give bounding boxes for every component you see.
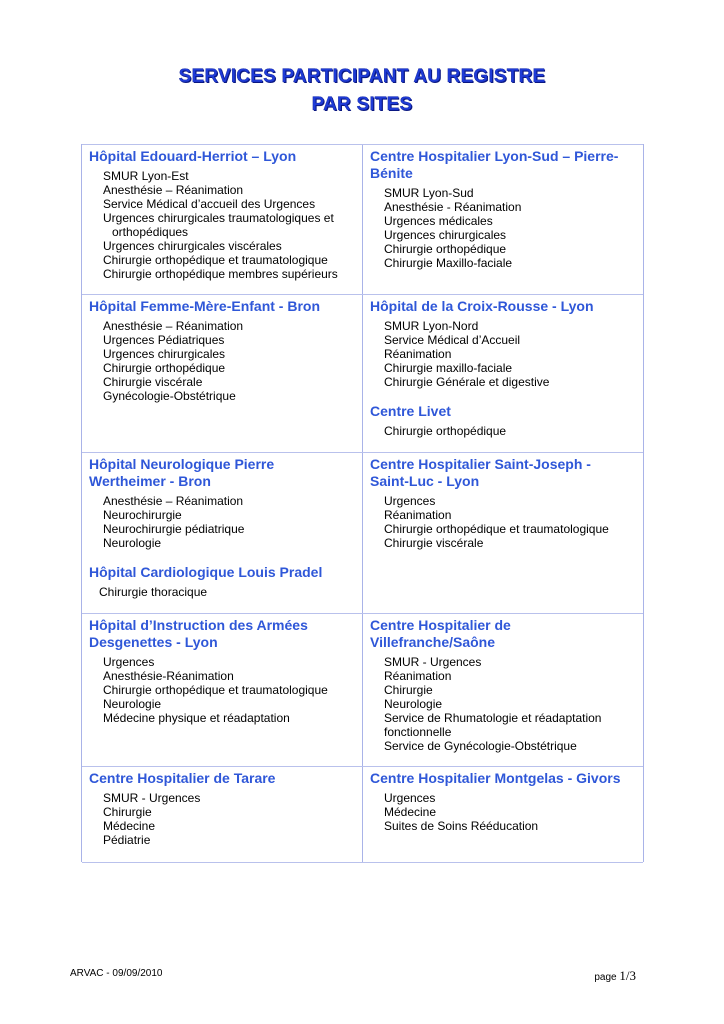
site-name-line-2: Bénite (370, 165, 413, 181)
service-item: Chirurgie Maxillo-faciale (384, 256, 513, 270)
table-row (82, 144, 643, 295)
service-item: Urgences chirurgicales viscérales (103, 239, 282, 253)
service-item: Médecine (103, 819, 156, 833)
service-item: Neurochirurgie (103, 508, 182, 522)
service-item: Chirurgie maxillo-faciale (384, 361, 513, 375)
site-block (89, 148, 356, 281)
service-list (370, 424, 637, 438)
table-cell (363, 453, 643, 614)
service-item: Chirurgie (103, 805, 152, 819)
service-item: Chirurgie viscérale (103, 375, 203, 389)
site-block (370, 617, 637, 753)
service-item: Anesthésie - Réanimation (384, 200, 522, 214)
site-block (89, 564, 356, 599)
site-name-line-1: Centre Hospitalier Saint-Joseph - (370, 456, 591, 472)
table-cell (82, 295, 363, 453)
service-item: Urgences chirurgicales (384, 228, 507, 242)
service-item: Chirurgie orthopédique (103, 361, 226, 375)
service-item: Chirurgie orthopédique (384, 242, 507, 256)
service-item: Urgences chirurgicales traumatologiques et (103, 211, 334, 225)
document-title-line-1: SERVICES PARTICIPANT AU REGISTRE (178, 66, 546, 87)
table-cell (82, 614, 363, 767)
table-cell (82, 453, 363, 614)
service-item: Chirurgie Générale et digestive (384, 375, 550, 389)
table-cell (363, 295, 643, 453)
footer-page (594, 968, 636, 984)
service-item: Anesthésie – Réanimation (103, 183, 244, 197)
site-block (370, 403, 637, 438)
site-block (370, 148, 637, 270)
footer-date: ARVAC - 09/09/2010 (70, 968, 163, 979)
service-item: Suites de Soins Rééducation (384, 819, 539, 833)
site-name: Centre Hospitalier Montgelas - Givors (370, 770, 621, 786)
service-item: Anesthésie – Réanimation (103, 494, 244, 508)
service-item: Médecine (384, 805, 437, 819)
service-list (89, 494, 356, 550)
service-item: Gynécologie-Obstétrique (103, 389, 236, 403)
site-name: Hôpital Cardiologique Louis Pradel (89, 564, 323, 580)
table-row (82, 613, 643, 767)
page-number: 1/3 (619, 968, 636, 983)
service-list (370, 319, 637, 389)
site-name: Hôpital Edouard-Herriot – Lyon (89, 148, 297, 164)
site-block (89, 298, 356, 403)
site-name-line-2: Wertheimer - Bron (89, 473, 211, 489)
page-label: page (594, 972, 617, 983)
site-name-line-2: Saint-Luc - Lyon (370, 473, 480, 489)
site-name: Hôpital de la Croix-Rousse - Lyon (370, 298, 594, 314)
site-name-line-1: Hôpital Neurologique Pierre (89, 456, 275, 472)
service-item: Urgences (384, 791, 436, 805)
site-block (89, 456, 356, 550)
site-block (370, 298, 637, 389)
service-list (89, 655, 356, 725)
service-item: Service de Rhumatologie et réadaptation (384, 711, 602, 725)
site-name-line-1: Centre Hospitalier Lyon-Sud – Pierre- (370, 148, 619, 164)
service-item-continuation: orthopédiques (112, 225, 189, 239)
site-name: Centre Hospitalier de Tarare (89, 770, 276, 786)
table-cell (363, 767, 643, 862)
service-item: Chirurgie orthopédique et traumatologique (384, 522, 609, 536)
sites-table (81, 144, 644, 862)
service-item: Médecine physique et réadaptation (103, 711, 290, 725)
service-item: Urgences (103, 655, 155, 669)
service-item: Neurologie (103, 536, 162, 550)
service-item: SMUR - Urgences (384, 655, 482, 669)
service-item: Pédiatrie (103, 833, 151, 847)
service-item: Service Médical d’Accueil (384, 333, 521, 347)
service-list (89, 319, 356, 403)
service-item: Neurologie (103, 697, 162, 711)
table-cell (363, 614, 643, 767)
service-item: SMUR Lyon-Sud (384, 186, 474, 200)
service-item: Service Médical d’accueil des Urgences (103, 197, 316, 211)
service-item: SMUR - Urgences (103, 791, 201, 805)
site-name-line-1: Centre Hospitalier de (370, 617, 511, 633)
service-item: Chirurgie orthopédique et traumatologique (103, 683, 328, 697)
service-item: Chirurgie (384, 683, 433, 697)
service-list (89, 791, 356, 847)
service-item: SMUR Lyon-Nord (384, 319, 479, 333)
table-row (82, 766, 643, 863)
service-item: Chirurgie thoracique (99, 585, 208, 599)
service-list (89, 169, 356, 281)
service-item: Chirurgie orthopédique membres supérieurs (103, 267, 338, 281)
service-item: Chirurgie viscérale (384, 536, 484, 550)
site-block (370, 770, 637, 833)
service-item: Anesthésie – Réanimation (103, 319, 244, 333)
document-title-line-2: PAR SITES (311, 94, 413, 115)
site-name-line-2: Villefranche/Saône (370, 634, 496, 650)
table-cell (82, 145, 363, 295)
table-row (82, 452, 643, 614)
table-row (82, 294, 643, 453)
site-block (89, 770, 356, 847)
service-item: Neurologie (384, 697, 443, 711)
service-item: Réanimation (384, 669, 452, 683)
site-name: Hôpital Femme-Mère-Enfant - Bron (89, 298, 321, 314)
service-item: Urgences Pédiatriques (103, 333, 225, 347)
service-item: Anesthésie-Réanimation (103, 669, 234, 683)
service-item: Réanimation (384, 347, 452, 361)
service-item: Urgences chirurgicales (103, 347, 226, 361)
table-cell (363, 145, 643, 295)
service-item-continuation: fonctionnelle (384, 725, 452, 739)
service-item: Réanimation (384, 508, 452, 522)
site-block (370, 456, 637, 550)
table-cell (82, 767, 363, 862)
service-item: Service de Gynécologie-Obstétrique (384, 739, 577, 753)
site-name-line-2: Desgenettes - Lyon (89, 634, 218, 650)
service-item: Chirurgie orthopédique et traumatologique (103, 253, 328, 267)
service-list (370, 655, 637, 753)
service-item: Neurochirurgie pédiatrique (103, 522, 245, 536)
site-name-line-1: Hôpital d’Instruction des Armées (89, 617, 308, 633)
service-list (370, 186, 637, 270)
service-item: Chirurgie orthopédique (384, 424, 507, 438)
site-block (89, 617, 356, 725)
service-list (370, 791, 637, 833)
service-list (89, 585, 356, 599)
service-item: Urgences (384, 494, 436, 508)
service-list (370, 494, 637, 550)
service-item: SMUR Lyon-Est (103, 169, 189, 183)
service-item: Urgences médicales (384, 214, 493, 228)
site-name: Centre Livet (370, 403, 451, 419)
